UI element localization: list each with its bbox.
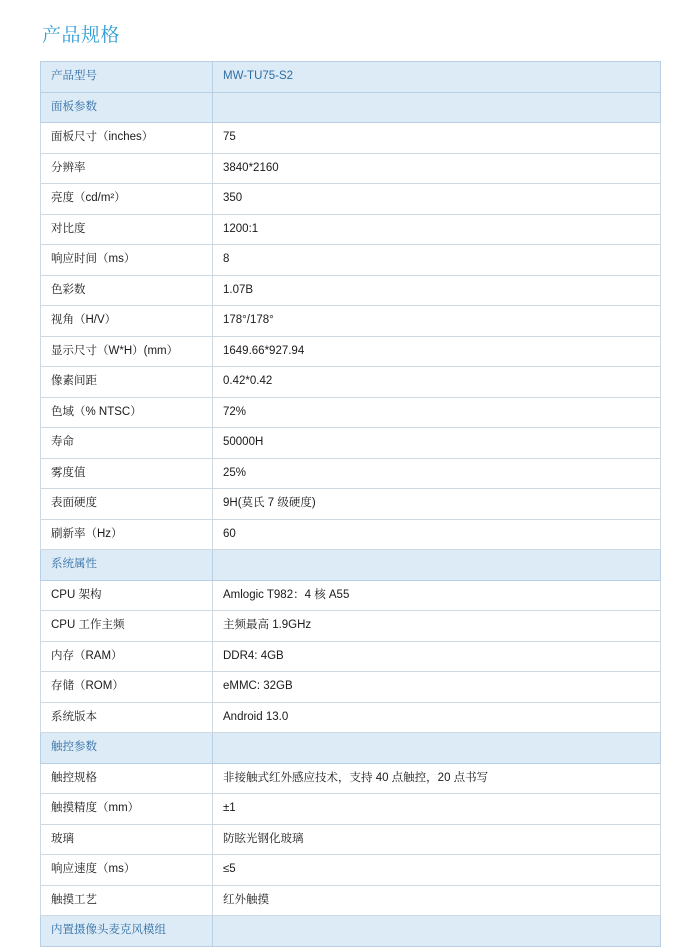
spec-label-cell: 面板尺寸（inches） bbox=[41, 123, 213, 154]
spec-section-row bbox=[41, 733, 661, 764]
table-row bbox=[41, 184, 661, 215]
spec-value-cell: 178°/178° bbox=[213, 306, 661, 337]
table-row bbox=[41, 763, 661, 794]
spec-label-cell: 触控参数 bbox=[41, 733, 213, 764]
table-row bbox=[41, 214, 661, 245]
spec-value-cell: MW-TU75-S2 bbox=[213, 62, 661, 93]
table-row bbox=[41, 611, 661, 642]
table-row bbox=[41, 702, 661, 733]
spec-label-cell: 分辨率 bbox=[41, 153, 213, 184]
spec-value-cell: ±1 bbox=[213, 794, 661, 825]
spec-value-cell: 主频最高 1.9GHz bbox=[213, 611, 661, 642]
spec-label-cell: CPU 工作主频 bbox=[41, 611, 213, 642]
spec-value-cell: 1649.66*927.94 bbox=[213, 336, 661, 367]
spec-model-row bbox=[41, 62, 661, 93]
spec-label-cell: 触摸工艺 bbox=[41, 885, 213, 916]
spec-label-cell: 视角（H/V） bbox=[41, 306, 213, 337]
spec-value-cell bbox=[213, 733, 661, 764]
spec-label-cell: 对比度 bbox=[41, 214, 213, 245]
spec-value-cell: Amlogic T982：4 核 A55 bbox=[213, 580, 661, 611]
spec-label-cell: 雾度值 bbox=[41, 458, 213, 489]
table-row bbox=[41, 580, 661, 611]
spec-value-cell: 350 bbox=[213, 184, 661, 215]
spec-value-cell bbox=[213, 916, 661, 947]
spec-label-cell: 内置摄像头麦克风模组 bbox=[41, 916, 213, 947]
table-row bbox=[41, 306, 661, 337]
spec-section-row bbox=[41, 92, 661, 123]
table-row bbox=[41, 824, 661, 855]
table-row bbox=[41, 428, 661, 459]
spec-value-cell: 红外触摸 bbox=[213, 885, 661, 916]
spec-label-cell: 响应时间（ms） bbox=[41, 245, 213, 276]
spec-value-cell: 8 bbox=[213, 245, 661, 276]
spec-value-cell: 1200:1 bbox=[213, 214, 661, 245]
spec-value-cell: 0.42*0.42 bbox=[213, 367, 661, 398]
table-row bbox=[41, 519, 661, 550]
spec-value-cell: Android 13.0 bbox=[213, 702, 661, 733]
spec-label-cell: 色彩数 bbox=[41, 275, 213, 306]
table-row bbox=[41, 367, 661, 398]
spec-value-cell: 3840*2160 bbox=[213, 153, 661, 184]
spec-value-cell: 72% bbox=[213, 397, 661, 428]
spec-value-cell: 60 bbox=[213, 519, 661, 550]
spec-label-cell: 触控规格 bbox=[41, 763, 213, 794]
spec-label-cell: 表面硬度 bbox=[41, 489, 213, 520]
spec-value-cell: 9H(莫氏 7 级硬度) bbox=[213, 489, 661, 520]
spec-value-cell bbox=[213, 550, 661, 581]
table-row bbox=[41, 672, 661, 703]
product-spec-table bbox=[40, 61, 661, 947]
spec-label-cell: 显示尺寸（W*H）(mm） bbox=[41, 336, 213, 367]
spec-label-cell: 像素间距 bbox=[41, 367, 213, 398]
spec-value-cell: 1.07B bbox=[213, 275, 661, 306]
spec-label-cell: 玻璃 bbox=[41, 824, 213, 855]
spec-label-cell: 内存（RAM） bbox=[41, 641, 213, 672]
table-row bbox=[41, 641, 661, 672]
table-row bbox=[41, 885, 661, 916]
spec-section-row bbox=[41, 550, 661, 581]
spec-label-cell: 刷新率（Hz） bbox=[41, 519, 213, 550]
spec-label-cell: CPU 架构 bbox=[41, 580, 213, 611]
spec-label-cell: 系统属性 bbox=[41, 550, 213, 581]
spec-label-cell: 寿命 bbox=[41, 428, 213, 459]
table-row bbox=[41, 275, 661, 306]
spec-label-cell: 存储（ROM） bbox=[41, 672, 213, 703]
spec-value-cell: DDR4: 4GB bbox=[213, 641, 661, 672]
table-row bbox=[41, 153, 661, 184]
table-row bbox=[41, 336, 661, 367]
table-row bbox=[41, 397, 661, 428]
spec-value-cell: 25% bbox=[213, 458, 661, 489]
table-row bbox=[41, 458, 661, 489]
page-title: 产品规格 bbox=[42, 25, 121, 46]
spec-table-body bbox=[41, 62, 661, 947]
spec-label-cell: 响应速度（ms） bbox=[41, 855, 213, 886]
spec-value-cell: 非接触式红外感应技术，支持 40 点触控，20 点书写 bbox=[213, 763, 661, 794]
spec-label-cell: 色域（% NTSC） bbox=[41, 397, 213, 428]
spec-label-cell: 面板参数 bbox=[41, 92, 213, 123]
spec-label-cell: 系统版本 bbox=[41, 702, 213, 733]
table-row bbox=[41, 245, 661, 276]
spec-section-row bbox=[41, 916, 661, 947]
spec-label-cell: 亮度（cd/m²） bbox=[41, 184, 213, 215]
table-row bbox=[41, 123, 661, 154]
table-row bbox=[41, 855, 661, 886]
table-row bbox=[41, 489, 661, 520]
spec-value-cell: eMMC: 32GB bbox=[213, 672, 661, 703]
spec-value-cell: ≤5 bbox=[213, 855, 661, 886]
spec-value-cell: 75 bbox=[213, 123, 661, 154]
spec-value-cell: 50000H bbox=[213, 428, 661, 459]
spec-value-cell bbox=[213, 92, 661, 123]
spec-value-cell: 防眩光钢化玻璃 bbox=[213, 824, 661, 855]
table-row bbox=[41, 794, 661, 825]
spec-label-cell: 触摸精度（mm） bbox=[41, 794, 213, 825]
spec-label-cell: 产品型号 bbox=[41, 62, 213, 93]
